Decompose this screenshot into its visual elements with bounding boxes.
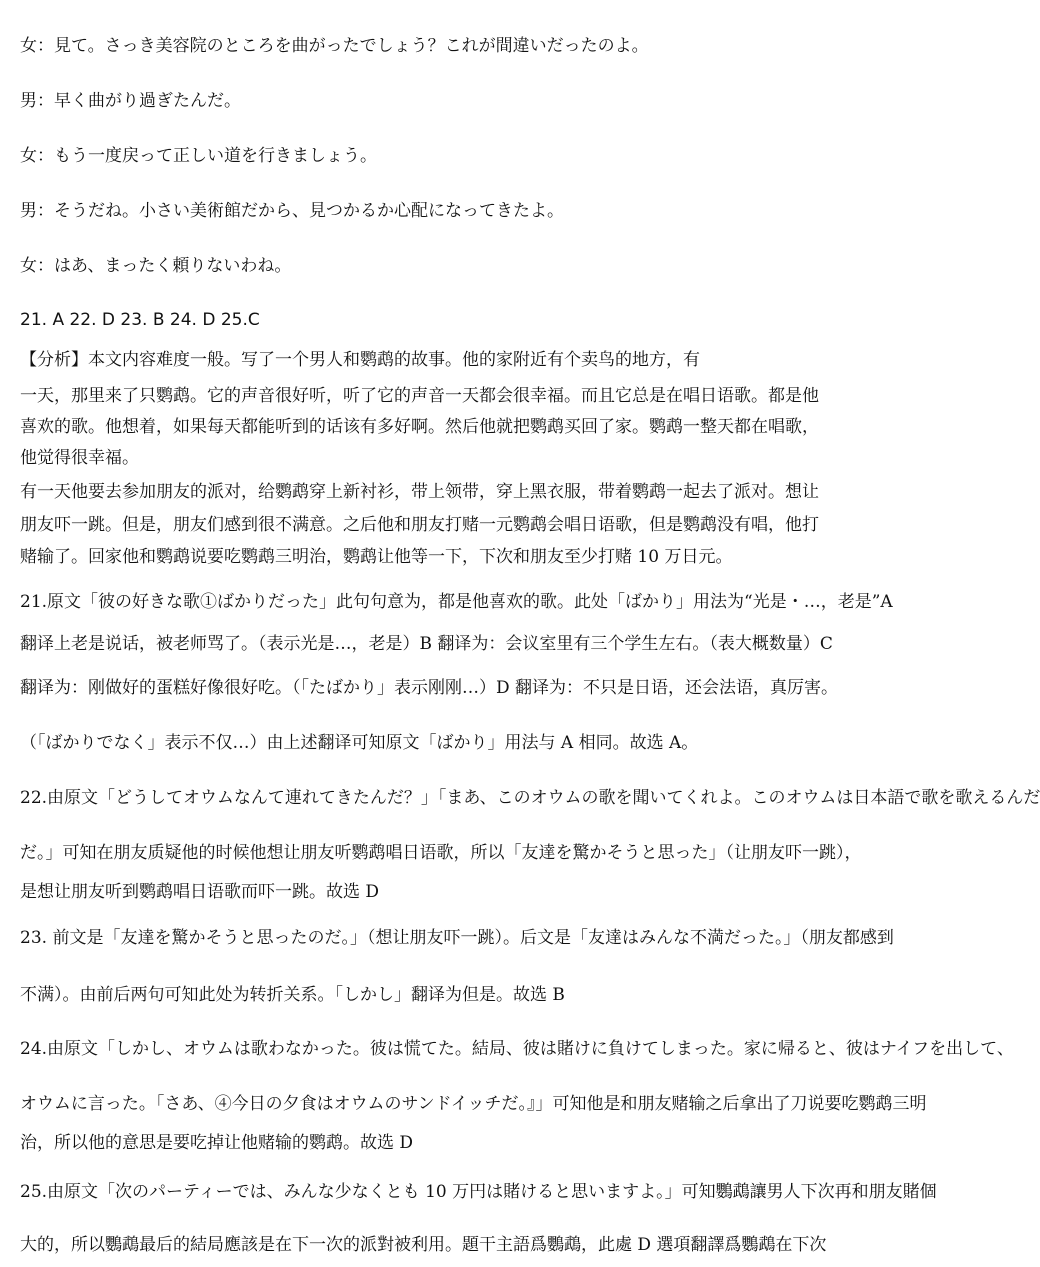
explanation-q22-line: だ。」可知在朋友质疑他的时候他想让朋友听鹦鹉唱日语歌，所以「友達を驚かそうと思った」（让朋友吓一跳）， [20,843,862,863]
explanation-q23-line: 23. 前文是「友達を驚かそうと思ったのだ。」（想让朋友吓一跳）。后文是「友達はみんな不満だった。」（朋友都感到 [20,928,894,948]
explanation-q24-line: 24.由原文「しかし、オウムは歌わなかった。彼は慌てた。結局、彼は賭けに負けてしまった。家に帰ると、彼はナイフを出して、 [20,1039,1014,1059]
dialogue-line: 男：そうだね。小さい美術館だから、見つかるか心配になってきたよ。 [20,201,564,221]
dialogue-line: 女：もう一度戻って正しい道を行きましょう。 [20,146,377,166]
explanation-q21-line: 翻译上老是说话，被老师骂了。（表示光是…，老是）B 翻译为：会议室里有三个学生左右。（表大概数量）C [20,634,833,654]
explanation-q24-line: 治，所以他的意思是要吃掉让他赌输的鹦鹉。故选 D [20,1133,414,1153]
explanation-q22-line: 22.由原文「どうしてオウムなんて連れてきたんだ？」「まあ、このオウムの歌を聞いてくれよ。このオウムは日本語で歌を歌えるんだ [20,788,1040,808]
analysis-line: 朋友吓一跳。但是，朋友们感到很不满意。之后他和朋友打赌一元鹦鹉会唱日语歌，但是鹦鹉没有唱，他打 [20,515,819,535]
explanation-q21-line: 翻译为：刚做好的蛋糕好像很好吃。（「たばかり」表示刚刚…）D 翻译为：不只是日语，还会法语，真厉害。 [20,678,839,698]
explanation-q25-line: 25.由原文「次のパーティーでは、みんな少なくとも 10 万円は賭けると思いますよ。」可知鸚鵡讓男人下次再和朋友賭個 [20,1182,937,1202]
analysis-line: 有一天他要去参加朋友的派对，给鹦鹉穿上新衬衫，带上领带，穿上黑衣服，带着鹦鹉一起去了派对。想让 [20,482,819,502]
explanation-q24-line: オウムに言った。「さあ、④今日の夕食はオウムのサンドイッチだ。』」可知他是和朋友赌输之后拿出了刀说要吃鹦鹉三明 [20,1094,927,1114]
analysis-line: 赌输了。回家他和鹦鹉说要吃鹦鹉三明治，鹦鹉让他等一下，下次和朋友至少打赌 10 万日元。 [20,547,733,567]
dialogue-line: 女：見て。さっき美容院のところを曲がったでしょう？これが間違いだったのよ。 [20,36,649,56]
explanation-q21-line: （「ばかりでなく」表示不仅…）由上述翻译可知原文「ばかり」用法与 A 相同。故选 A。 [20,733,699,753]
explanation-q22-line: 是想让朋友听到鹦鹉唱日语歌而吓一跳。故选 D [20,882,380,902]
analysis-line: 他觉得很幸福。 [20,448,139,468]
explanation-q23-line: 不满）。由前后两句可知此处为转折关系。「しかし」翻译为但是。故选 B [20,985,565,1005]
analysis-line: 喜欢的歌。他想着，如果每天都能听到的话该有多好啊。然后他就把鹦鹉买回了家。鹦鹉一整天都在唱歌， [20,417,819,437]
dialogue-line: 女：はあ、まったく頼りないわね。 [20,256,292,276]
explanation-q21-line: 21.原文「彼の好きな歌①ばかりだった」此句句意为，都是他喜欢的歌。此处「ばかり」用法为“光是・…，老是”A [20,592,893,612]
answer-key: 21. A 22. D 23. B 24. D 25.C [20,310,260,330]
dialogue-line: 男：早く曲がり過ぎたんだ。 [20,91,241,111]
explanation-q25-line: 大的，所以鸚鵡最后的結局應該是在下一次的派對被利用。題干主語爲鸚鵡，此處 D 選項翻譯爲鸚鵡在下次 [20,1235,827,1255]
analysis-line: 一天，那里来了只鹦鹉。它的声音很好听，听了它的声音一天都会很幸福。而且它总是在唱日语歌。都是他 [20,386,819,406]
analysis-line: 【分析】本文内容难度一般。写了一个男人和鹦鹉的故事。他的家附近有个卖鸟的地方，有 [20,350,700,370]
